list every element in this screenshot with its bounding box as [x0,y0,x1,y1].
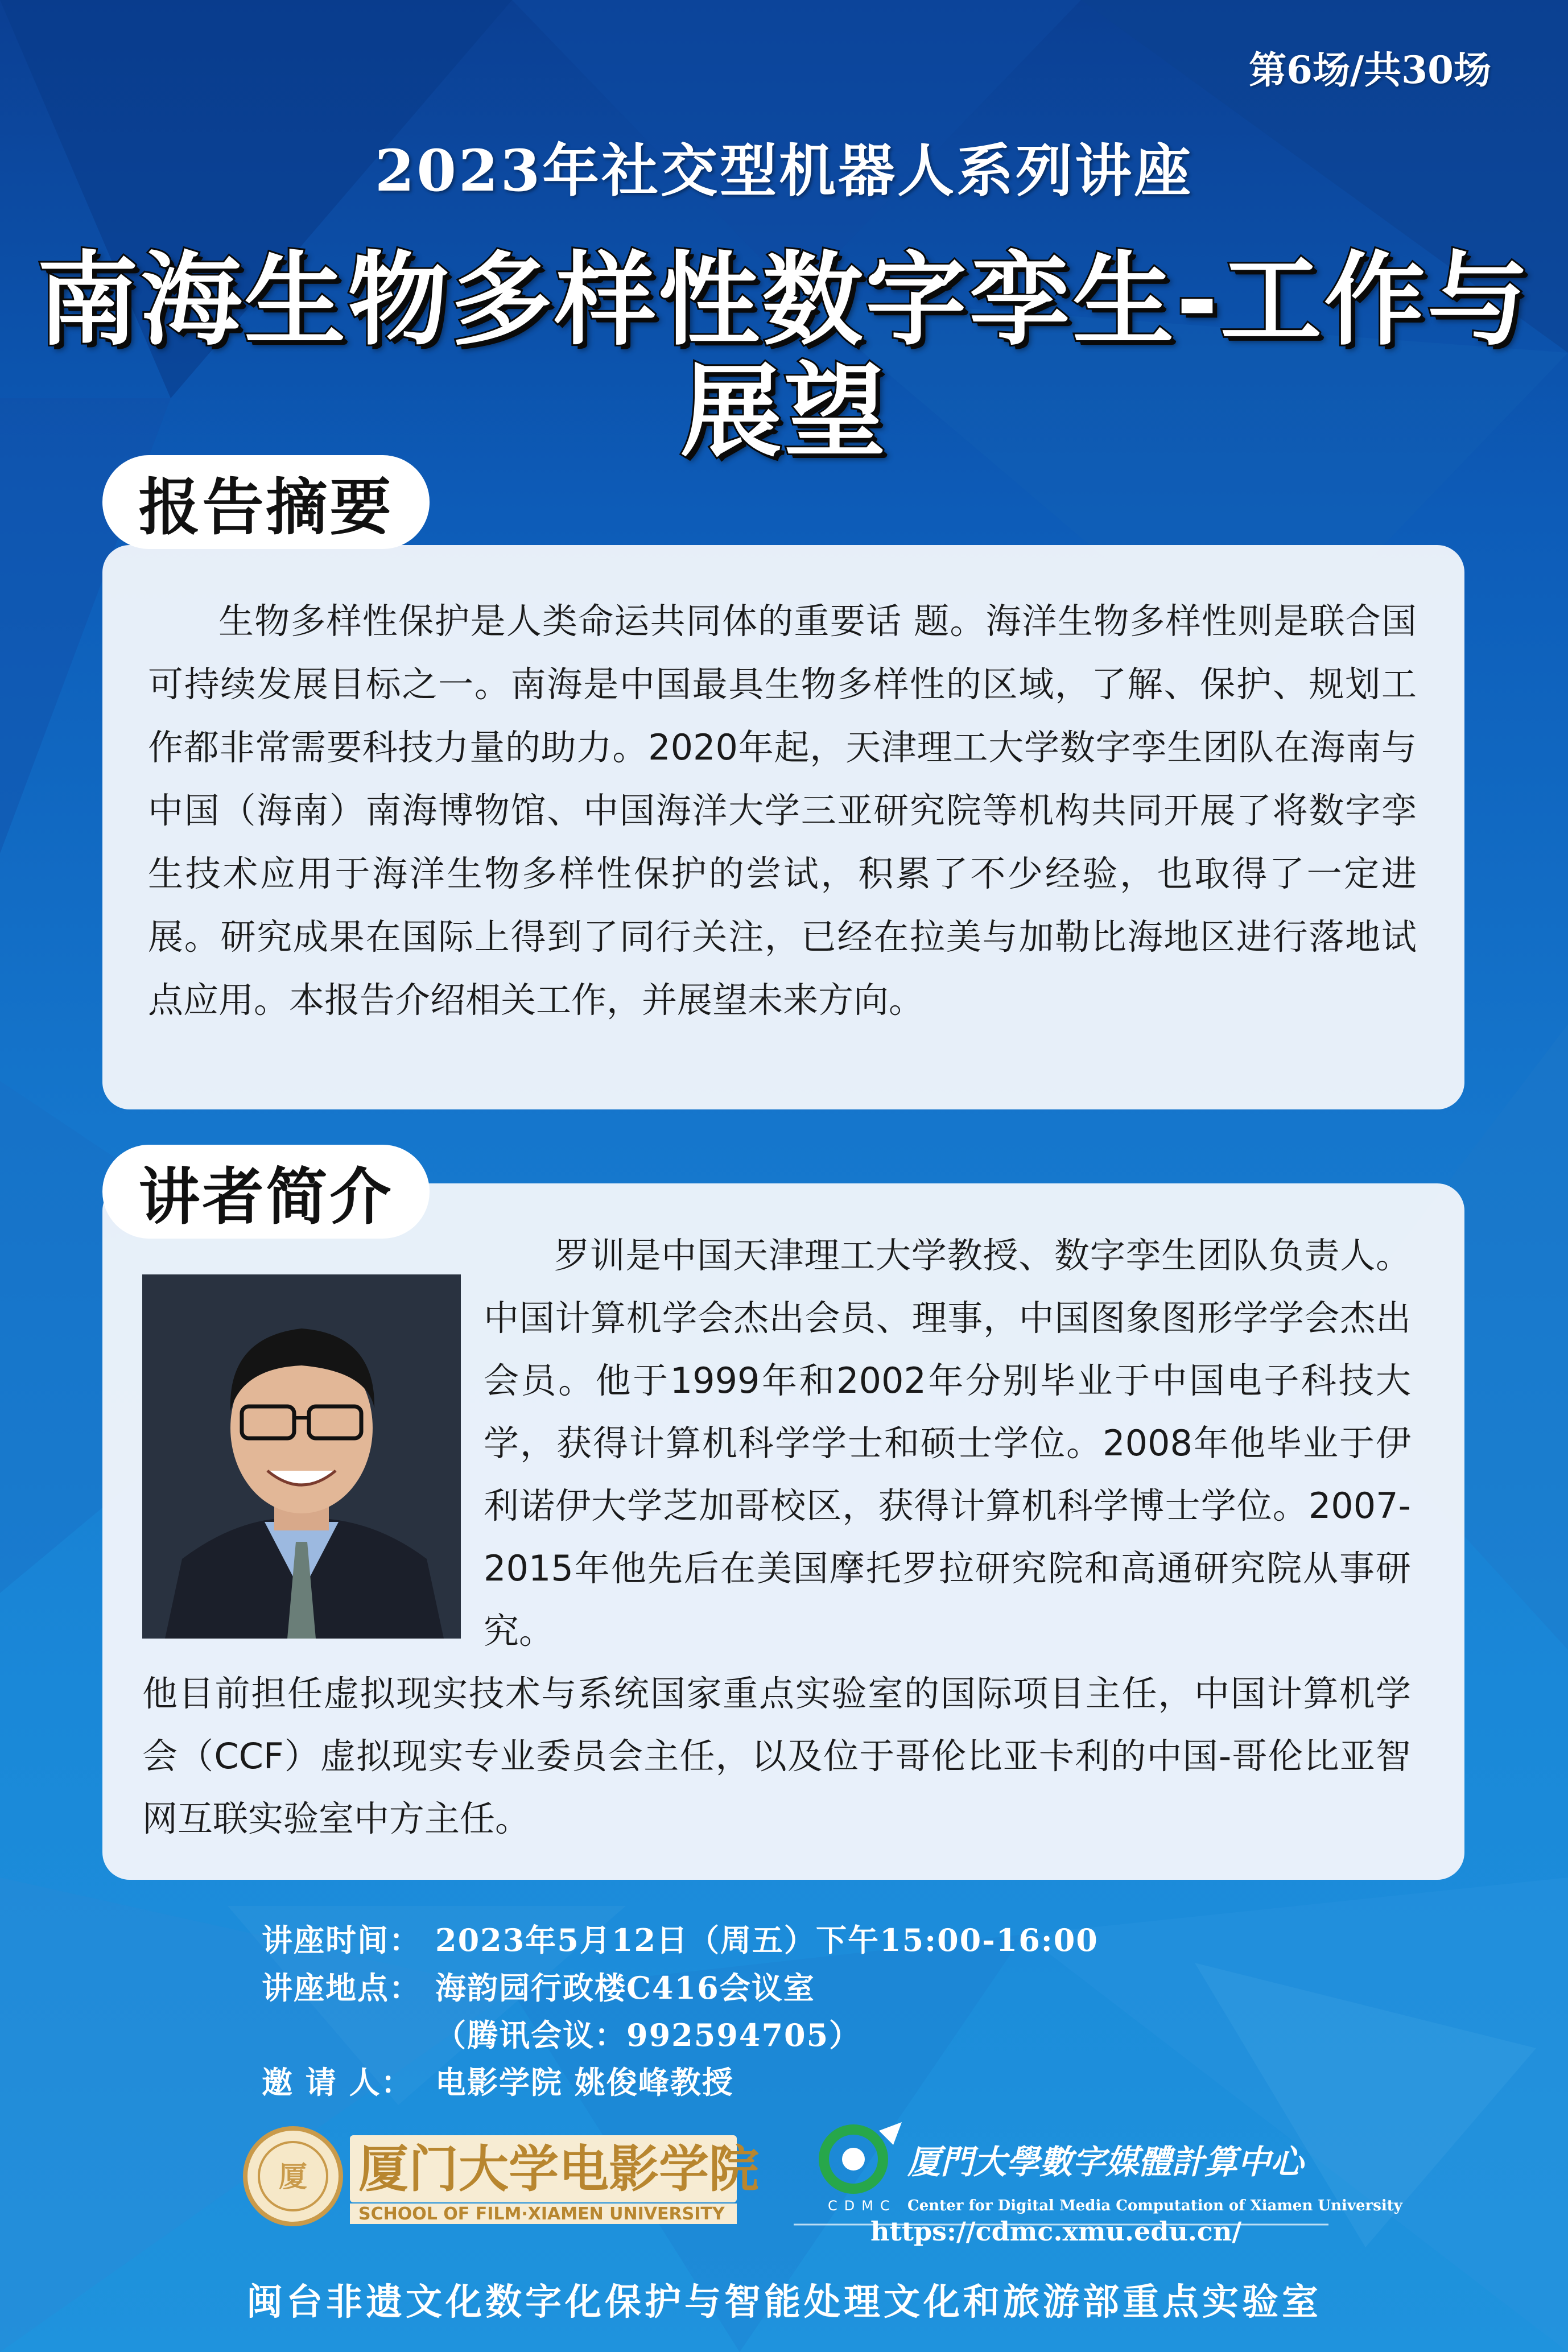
abstract-text: 生物多样性保护是人类命运共同体的重要话 题。海洋生物多样性则是联合国可持续发展目标之一。南海是中国最具生物多样性的区域，了解、保护、规划工作都非常需要科技力量的助力。2020年起，天津理工大学数字孪生团队在海南与中国（海南）南海博物馆、中国海洋大学三亚研究院等机构共同开展了将数字孪生技术应用于海洋生物多样性保护的尝试，积累了不少经验，也取得了一定进展。研究成果在国际上得到了同行关注，已经在拉美与加勒比海地区进行落地试点应用。本报告介绍相关工作，并展望未来方向。 [148,600,1417,1021]
abstract-panel [102,545,1464,1109]
info-host-label: 邀 请 人： [262,2064,413,2101]
speaker-heading: 讲者简介 [102,1145,430,1239]
info-place [262,1964,815,2008]
cdmc-abbr: CDMC [828,2198,897,2214]
lecture-title: 南海生物多样性数字孪生-工作与展望 [37,241,1531,471]
cdmc-en: Center for Digital Media Computation of Xiamen University [907,2197,1402,2214]
film-school-logo [242,2125,760,2227]
abstract-heading: 报告摘要 [102,455,430,549]
info-time-value: 2023年5月12日（周五）下午15:00-16:00 [435,1922,1099,1958]
info-meeting-value: （腾讯会议：992594705） [435,2017,861,2053]
speaker-bio-top: 罗训是中国天津理工大学教授、数字孪生团队负责人。中国计算机学会杰出会员、理事，中国图象图形学学会杰出会员。他于1999年和2002年分别毕业于中国电子科技大学，获得计算机科学学士和硕士学位。2008年他毕业于伊利诺伊大学芝加哥校区，获得计算机科学博士学位。2007-2015年他先后在美国摩托罗拉研究院和高通研究院从事研究。 [484,1235,1411,1652]
info-meeting [262,2011,861,2055]
info-host-value: 电影学院 姚俊峰教授 [435,2064,734,2101]
footer-lab: 闽台非遗文化数字化保护与智能处理文化和旅游部重点实验室 [246,2281,1322,2324]
speaker-photo [142,1274,461,1639]
speaker-bio-bottom: 他目前担任虚拟现实技术与系统国家重点实验室的国际项目主任，中国计算机学会（CCF）虚拟现实专业委员会主任，以及位于哥伦比亚卡利的中国-哥伦比亚智网互联实验室中方主任。 [142,1673,1411,1839]
series-count: 第6场/共30场 [1249,48,1491,92]
info-time [262,1916,1099,1960]
info-time-label: 讲座时间： [262,1922,421,1958]
film-school-en: SCHOOL OF FILM·XIAMEN UNIVERSITY [358,2204,725,2224]
film-school-cn: 厦门大学电影学院 [358,2139,760,2198]
svg-text:厦: 厦 [279,2160,307,2193]
cdmc-url[interactable]: https://cdmc.xmu.edu.cn/ [870,2216,1242,2247]
speaker-panel [102,1183,1464,1880]
cdmc-cn: 厦門大學數字媒體計算中心 [907,2143,1304,2181]
series-title: 2023年社交型机器人系列讲座 [374,137,1194,204]
info-host [262,2058,734,2102]
info-place-value: 海韵园行政楼C416会议室 [435,1970,815,2006]
info-place-label: 讲座地点： [262,1970,421,2006]
